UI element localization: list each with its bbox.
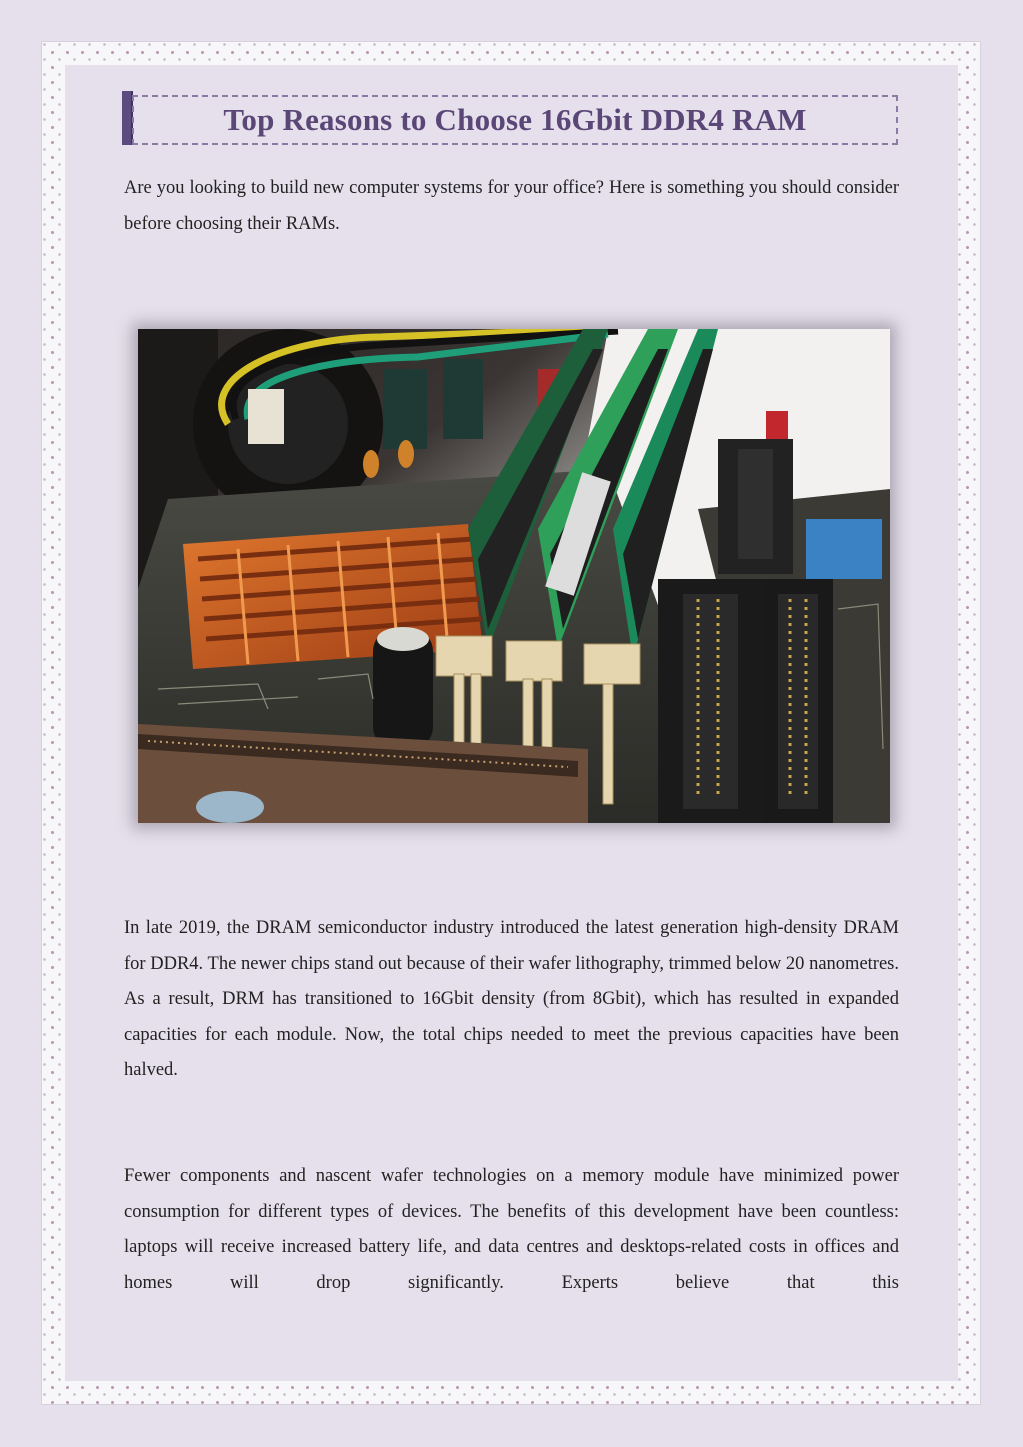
page-title: Top Reasons to Choose 16Gbit DDR4 RAM [223,102,807,137]
motherboard-photo [138,329,890,823]
benefits-paragraph: Fewer components and nascent wafer technologies on a memory module have minimized power consumption for different types of devices. The benefits of this development have been countless: laptops will receive increased battery life, and data centres and desktops-related costs in offices and homes will drop significantly. Experts believe that this [124,1166,899,1293]
intro-paragraph: Are you looking to build new computer systems for your office? Here is something you should consider before choosing their RAMs. [124,178,899,234]
dram-paragraph: In late 2019, the DRAM semiconductor industry introduced the latest generation high-density DRAM for DDR4. The newer chips stand out because of their wafer lithography, trimmed below 20 nanometres. As a result, DRM has transitioned to 16Gbit density (from 8Gbit), which has resulted in expanded capacities for each module. Now, the total chips needed to meet the previous capacities have been halved. [124,918,899,1080]
title-box [132,95,898,145]
